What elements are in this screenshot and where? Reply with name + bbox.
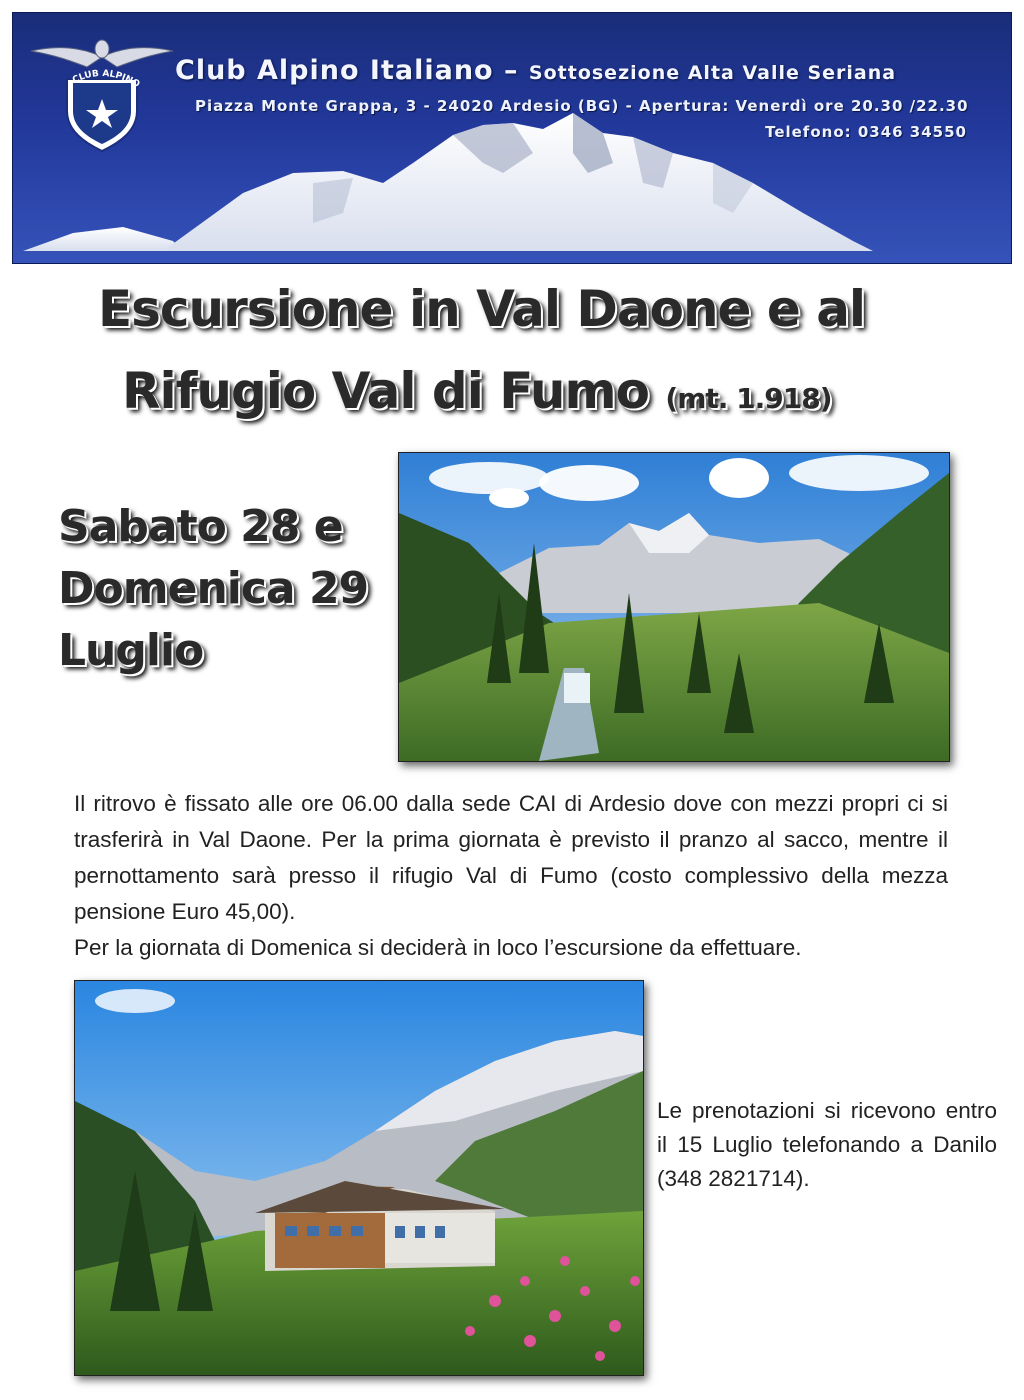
date-line3: Luglio (58, 625, 204, 676)
description-paragraph-2: Per la giornata di Domenica si deciderà in loco l’escursione da effettuare. (74, 935, 802, 960)
mountain-hut-photo (74, 980, 644, 1376)
logo-text: CLUB ALPINO (71, 68, 142, 90)
cai-logo (27, 27, 177, 157)
booking-info: Le prenotazioni si ricevono entro il 15 Luglio telefonando a Danilo (348 2821714). (657, 1098, 997, 1191)
date-line1: Sabato 28 e (58, 501, 343, 552)
club-name: Club Alpino Italiano (175, 55, 494, 86)
header-banner (12, 12, 1012, 264)
description-paragraph-1: Il ritrovo è fissato alle ore 06.00 dalla sede CAI di Ardesio dove con mezzi propri ci si trasferirà in Val Daone. Per la prima giornata è previsto il pranzo al sacco, mentre il pernottamento sarà presso il rifugio Val di Fumo (costo complessivo della mezza pensione Euro 45,00). (74, 791, 948, 924)
valley-stream-photo (398, 452, 950, 762)
title-dash: – (504, 55, 519, 86)
club-title (175, 55, 896, 86)
page-title-line1: Escursione in Val Daone e al (98, 280, 866, 338)
club-phone: Telefono: 0346 34550 (765, 123, 967, 141)
description-text (74, 786, 948, 966)
page-title-line2 (122, 362, 832, 420)
club-address: Piazza Monte Grappa, 3 - 24020 Ardesio (BG) - Apertura: Venerdì ore 20.30 /22.30 (195, 97, 969, 115)
subsection-name: Sottosezione Alta Valle Seriana (528, 62, 897, 84)
date-line2: Domenica 29 (58, 563, 369, 614)
hut-altitude: (mt. 1.918) (665, 382, 832, 415)
event-date (58, 496, 368, 682)
hut-name: Rifugio Val di Fumo (122, 362, 649, 420)
